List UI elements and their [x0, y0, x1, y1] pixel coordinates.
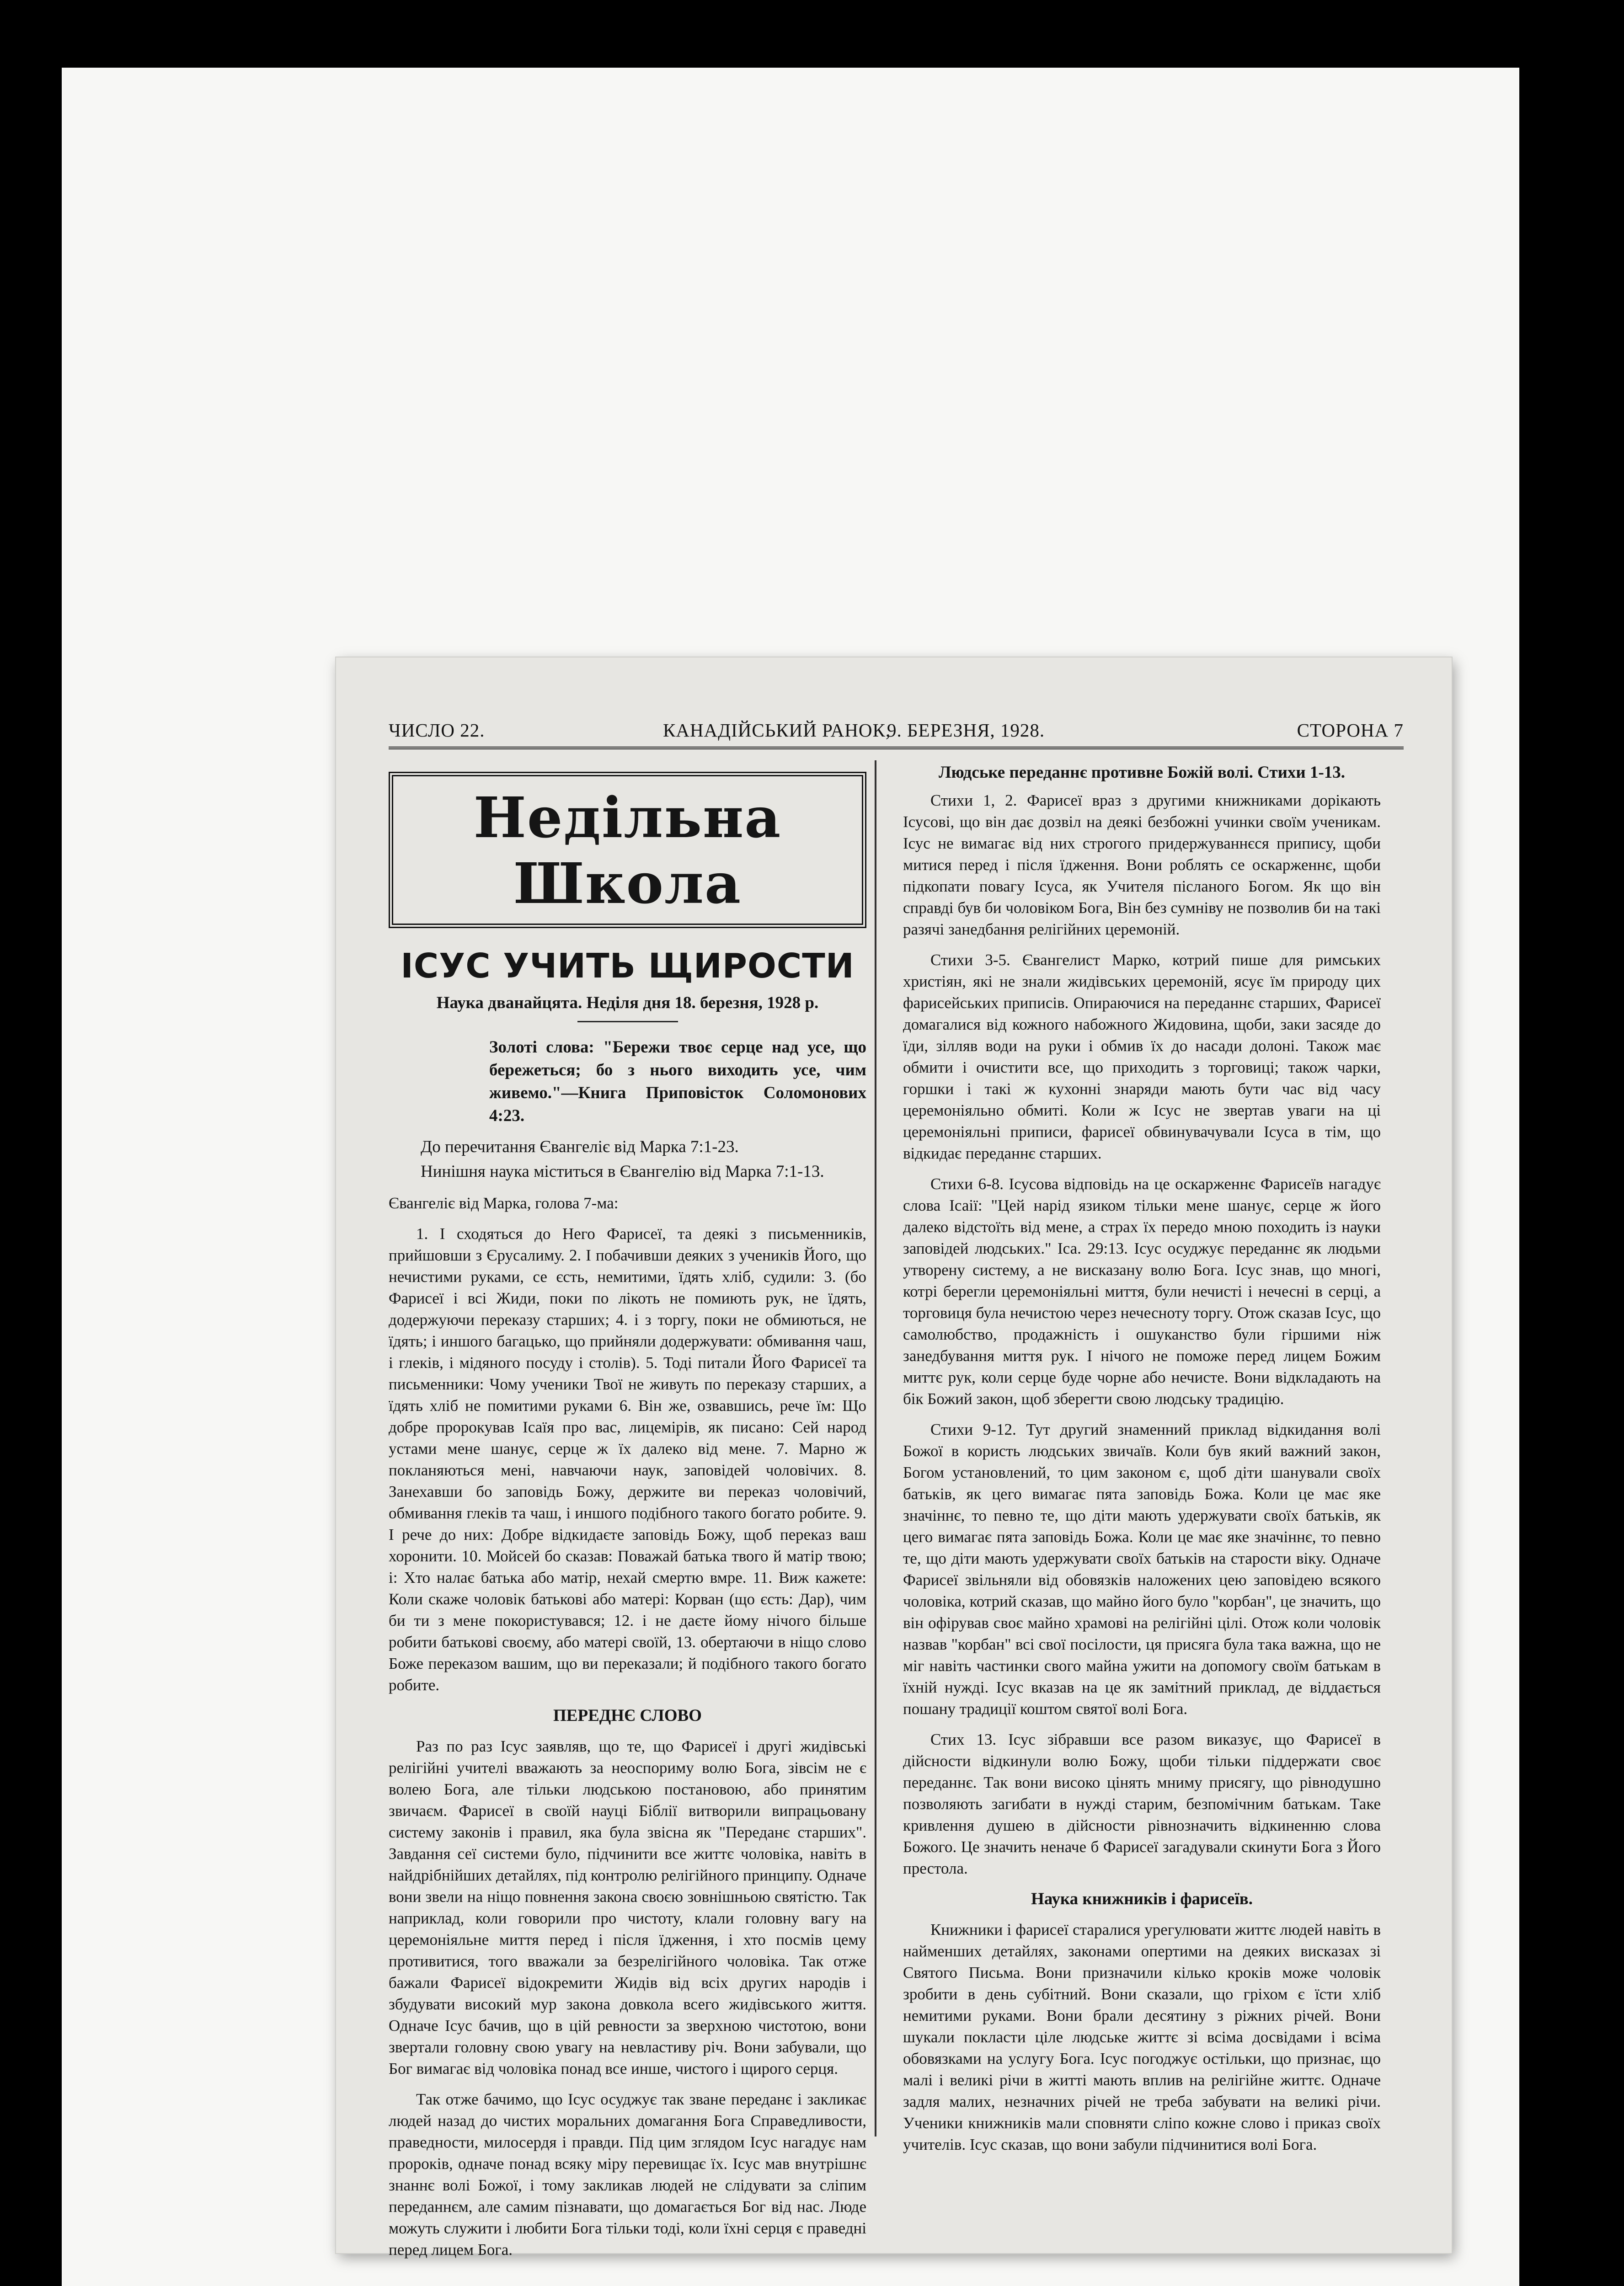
page-header	[389, 719, 1404, 749]
newspaper-name: КАНАДІЙСЬКИЙ РАНОК,	[663, 720, 891, 741]
right-column	[903, 763, 1381, 2155]
preface-heading: ПЕРЕДНЄ СЛОВО	[553, 1706, 702, 1725]
lesson-reference: Нинішня наука міститься в Євангелію від Марка 7:1-13.	[421, 1162, 824, 1181]
verses-3-5: Стихи 3-5. Євангелист Марко, котрий пише для римських христіян, які не знали жидівських церемоній, ясує їм природу цих фарисейських приписів. Опираючися на переданнє старших, Фарисеї домагалися від кожного набожного Жидовина, щоби, заки засяде до їди, зілляв води на руки і обмив їх до насади долоні. Також має обмити і очистити все, що приходить з торговиці; також чарки, горшки і такі ж кухонні знаряди мають бути час від часу церемоніяльно обмиті. Коли ж Ісус не звертав уваги на ці церемоніяльні приписи, фарисеї обвинувачували Ісуса в тім, що відкидає переданнє старших.	[903, 951, 1381, 1162]
golden-text: Золоті слова: "Бережи твоє серце над усе, що бережеться; бо з нього виходить усе, чим живемо."—Книга Приповісток Соломонових 4:23.	[489, 1038, 866, 1125]
lesson-date-line: Наука дванайцята. Неділя дня 18. березня, 1928 р.	[436, 993, 819, 1012]
newspaper-page	[336, 657, 1452, 2259]
microfilm-frame	[62, 68, 1519, 2286]
left-column	[389, 763, 866, 2260]
issue-number: ЧИСЛО 22.	[389, 720, 485, 741]
column-rule	[875, 760, 876, 2136]
section-heading: Людське переданнє противне Божій волі. Стихи 1-13.	[938, 763, 1346, 782]
verse-13: Стих 13. Ісус зібравши все разом виказує, що Фарисеї в дійсности відкинули волю Божу, щоби тільки піддержати своє переданнє. Так вони високо цінять мниму присягу, що рівнодушно позволяють загибати в нужді старим, безпомічним батькам. Таке кривлення душею в дійсности рівнозначить відкиненню слова Божого. Це значить неначе б Фарисеї загадували скинути Бога з Його престола.	[903, 1731, 1381, 1877]
gospel-text: 1. І сходяться до Него Фарисеї, та деякі з письменників, прийшовши з Єрусалиму. 2. І побачивши деяких з учеників Його, що нечистими руками, се єсть, немитими, їдять хліб, судили: 3. (бо Фарисеї і всі Жиди, поки по лікоть не помиють рук, не їдять, додержуючи переказу старших; 4. і з торгу, поки не обмиються, не їдять; і иншого багацько, що прийняли додержувати: обмивання чаш, і глеків, і мідяного посуду і столів). 5. Тоді питали Його Фарисеї та письменники: Чому ученики Твої не живуть по переказу старших, а їдять хліб не помитими руками 6. Він же, озвавшись, рече їм: Що добре пророкував Ісаїя про вас, лицемірів, як писано: Сей народ устами мене шанує, серце ж їх далеко від мене. 7. Марно ж покланяються мені, навчаючи наук, заповідей чоловічих. 8. Занехавши бо заповідь Божу, держите ви переказ чоловічий, обмивання глеків та чаш, і иншого подібного такого богато робите. 9. І рече до них: Добре відкидаєте заповідь Божу, щоб переказ ваш хоронити. 10. Мойсей бо сказав: Поважай батька твого й матір твою; і: Хто налає батька або матір, нехай смертю вмре. 11. Виж кажете: Коли скаже чоловік батькові або матері: Корван (що єсть: Дар), чим би ти з мене покористувався; 12. і не даєте йому нічого більше робити батькові своєму, або матері своїй, 13. обертаючи в ніщо слово Боже переказом вашим, що ви переказали; й подібного такого богато робите.	[389, 1225, 866, 1694]
sunday-school-masthead: Недільна Школа	[389, 772, 866, 928]
issue-date: 9. БЕРЕЗНЯ, 1928.	[887, 720, 1045, 741]
lesson-title: ІСУС УЧИТЬ ЩИРОСТИ	[401, 946, 855, 986]
page-number: СТОРОНА 7	[1297, 720, 1404, 741]
scribes-paragraph: Книжники і фарисеї старалися урегулювати життє людей навіть в найменших детайлях, законами опертими на деяких висказах зі Святого Письма. Вони призначили кілько кроків може чоловік зробити в день субітний. Вони сказали, що гріхом є їсти хліб немитими руками. Вони брали десятину з ріжних річей. Вони шукали покласти ціле людське життє зі всіма досвідами і всіма обовязками на услугу Бога. Ісус погоджує остільки, що признає, що малі і великі річи в житті мають вплив на релігійне життє. Одначе задля малих, незначних річей не треба забувати на великі річи. Ученики книжників мали сповняти сліпо кожне слово і приказ своїх учителів. Ісус сказав, що вони забули підчинитися волі Бога.	[903, 1921, 1381, 2153]
divider	[577, 1021, 678, 1022]
preface-paragraph-1: Раз по раз Ісус заявляв, що те, що Фарисеї і другі жидівські релігійні учителі вважають за неоспориму волю Бога, зівсім не є волею Бога, але тільки людською постановою, або принятим звичаєм. Фарисеї в своїй науці Біблії витворили випрацьовану систему законів і правил, яка була звісна як "Переданє старших". Завдання сеї системи було, підчинити все життє чоловіка, навіть в найдрібнійших детайлях, під контролю релігійного принципу. Одначе вони звели на ніщо повнення закона своєю зовнішньою святістю. Так наприклад, коли говорили про чистоту, клали головну вагу на церемоніяльне миття перед і після їдження, і хто посмів цему противитися, того вважали за безрелігійного чоловіка. Так отже бажали Фарисеї відокремити Жидів від всіх других народів і збудувати високий мур закона довкола всего жидівського життя. Одначе Ісус бачив, що в цій ревности за зверхною чистотою, вони звертали головну свою увагу на невластиву річ. Вони забували, що Бог вимагає від чоловіка понад все инше, чистого і щирого серця.	[389, 1737, 866, 2078]
reading-reference: До перечитання Євангеліє від Марка 7:1-23.	[421, 1138, 739, 1156]
subsection-heading: Наука книжників і фарисеїв.	[1031, 1890, 1253, 1908]
gospel-heading: Євангеліє від Марка, голова 7-ма:	[389, 1194, 619, 1212]
verses-1-2: Стихи 1, 2. Фарисеї враз з другими книжниками дорікають Ісусові, що він дає дозвіл на деякі безбожні учинки своїм ученикам. Ісус не вимагає від них строгого придержуваннєся припису, щоби митися перед і після їдження. Вони роблять се оскарженнє, щоби підкопати повагу Ісуса, як Учителя післаного Богом. Як що він справді був би чоловіком Бога, Він без сумніву не позволив би на такі разячі занедбання релігійних церемоній.	[903, 791, 1381, 938]
preface-paragraph-2: Так отже бачимо, що Ісус осуджує так зване переданє і закликає людей назад до чистих моральних домагання Бога Справедливости, праведности, милосердя і правди. Під цим зглядом Ісус нагадує нам пророків, одначе понад всяку міру перевищає їх. Ісус мав внутрішнє знаннє волі Божої, і тому закликав людей не слідувати за сліпим переданнєм, але самим пізнавати, що домагається Бог від нас. Люде можуть служити і любити Бога тільки тоді, коли їхні серця є праведні перед лицем Бога.	[389, 2090, 866, 2259]
verses-9-12: Стихи 9-12. Тут другий знаменний приклад відкидання волі Божої в користь людських звичаїв. Коли був який важний закон, Богом установлений, то цим законом є, щоб діти шанували своїх батьків, як цего вимагає пята заповідь Божа. Коли це має яке значіннє, то певно те, що діти мають удержувати своїх батьків, як цего вимагає пята заповідь Божа. Коли це має яке значіннє, то певно те, що діти мають удержувати своїх батьків на старости віку. Одначе Фарисеї звільняли від обовязків наложених цею заповідею всякого чоловіка, котрий сказав, що майно його було "корбан", це значить, що він офірував своє майно храмові на релігійні цілі. Отож коли чоловік назвав "корбан" всі свої посілости, ця присяга була така важна, що не міг навіть частинки свого майна ужити на допомогу своїм батькам в їхній нужді. Ісус вказав на це як замітний приклад, де віддається пошану традиції коштом святої волі Бога.	[903, 1421, 1381, 1718]
verses-6-8: Стихи 6-8. Ісусова відповідь на це оскарженнє Фарисеїв нагадує слова Ісаії: "Цей нарід язиком тільки мене шанує, серце ж його далеко відстоїть від мене, а страх їх передо мною походить із науки заповідей людських." Іса. 29:13. Ісус осуджує переданнє як людьми утворену систему, а не висказану волю Бога. Ісус знав, що многі, котрі берегли церемоніяльні миття, були нечисті і нечесні в серці, а торговиця була нечистою через нечесноту торгу. Отож сказав Ісус, що самолюбство, продажність і ошуканство були гіршими ніж занедбування миття рук. І нічого не поможе перед лицем Божим миттє рук, коли серце буде чорне або нечисте. Вони відкладають на бік Божий закон, щоб зберегти свою людську традицію.	[903, 1175, 1381, 1408]
